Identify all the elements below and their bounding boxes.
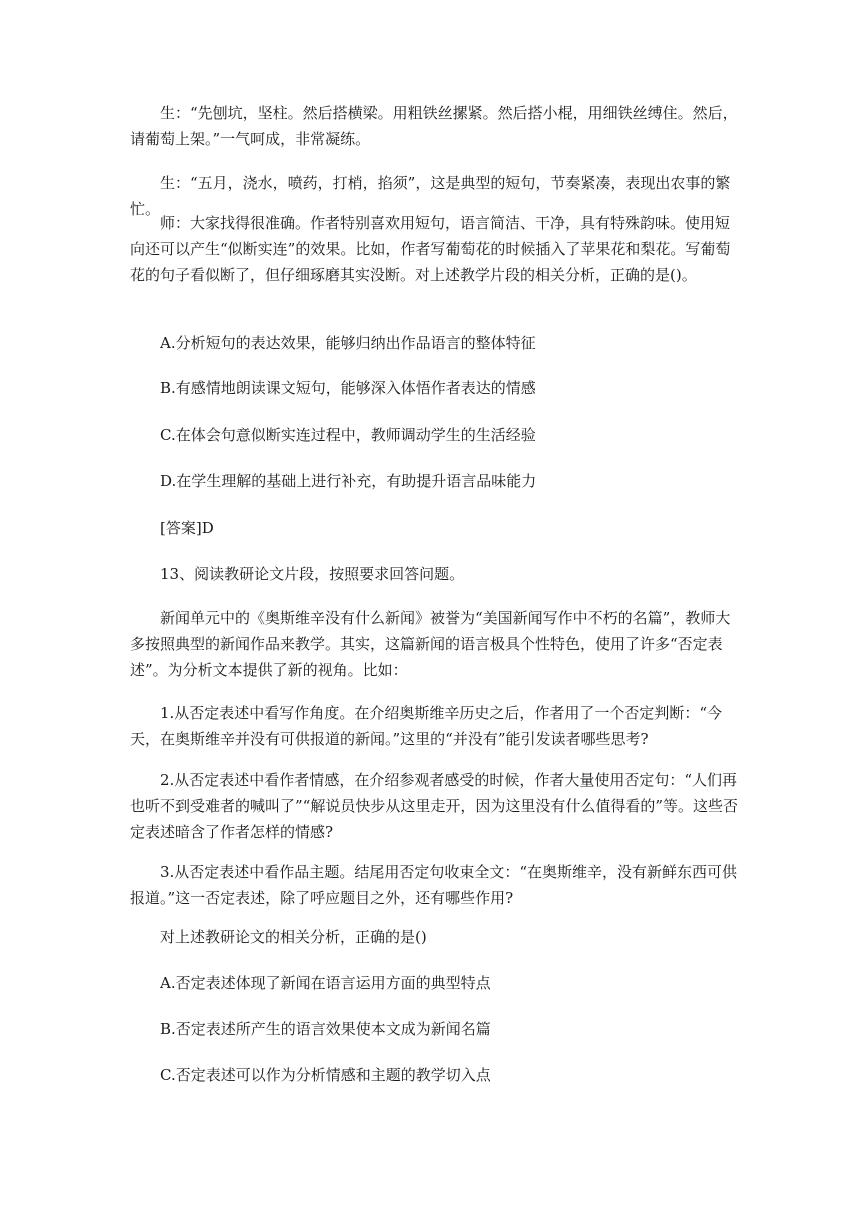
point-2: 2.从否定表述中看作者情感，在介绍参观者感受的时候，作者大量使用否定句：“人们再也听不到受难者的喊叫了”“解说员快步从这里走开，因为这里没有什么值得看的”等。这些否定表述暗含了作者怎样的情感? [130,771,739,841]
option-a-2: A.否定表述体现了新闻在语言运用方面的典型特点 [160,974,491,992]
option-d: D.在学生理解的基础上进行补充，有助提升语言品味能力 [160,472,537,490]
paragraph-student-answer-1: 生：“先刨坑，坚柱。然后搭横梁。用粗铁丝摞紧。然后搭小棍，用细铁丝缚住。然后，请葡萄上架。”一气呵成，非常凝练。 [130,104,738,148]
option-c-2: C.否定表述可以作为分析情感和主题的教学切入点 [160,1066,491,1084]
paragraph-student-answer-2: 生：“五月，浇水，喷药，打梢，掐须”，这是典型的短句，节奏紧凑，表现出农事的繁忙。 [130,174,731,218]
option-b-2: B.否定表述所产生的语言效果使本文成为新闻名篇 [160,1020,491,1038]
point-3: 3.从否定表述中看作品主题。结尾用否定句收束全文：“在奥斯维辛，没有新鲜东西可供报道。”这一否定表述，除了呼应题目之外，还有哪些作用? [130,863,737,907]
point-1: 1.从否定表述中看写作角度。在介绍奥斯维辛历史之后，作者用了一个否定判断：“今天，在奥斯维辛并没有可供报道的新闻。”这里的“并没有”能引发读者哪些思考? [130,704,722,748]
option-c: C.在体会句意似断实连过程中，教师调动学生的生活经验 [160,426,536,444]
paragraph-news-unit: 新闻单元中的《奥斯维辛没有什么新闻》被誉为“美国新闻写作中不朽的名篇”，教师大多按照典型的新闻作品来教学。其实，这篇新闻的语言极具个性特色，使用了许多“否定表述”。为分析文本提供了新的视角。比如： [130,609,731,679]
paragraph-teacher-comment: 师：大家找得很准确。作者特别喜欢用短句，语言简洁、干净，具有特殊韵味。使用短向还可以产生“似断实连”的效果。比如，作者写葡萄花的时候插入了苹果花和梨花。写葡萄花的句子看似断了，但仔细琢磨其实没断。对上述教学片段的相关分析，正确的是()。 [130,214,731,284]
answer-line: [答案]D [160,519,214,537]
question-13-heading: 13、阅读教研论文片段，按照要求回答问题。 [160,565,465,583]
option-b: B.有感情地朗读课文短句，能够深入体悟作者表达的情感 [160,379,536,397]
option-a: A.分析短句的表达效果，能够归纳出作品语言的整体特征 [160,334,536,352]
question-prompt: 对上述教研论文的相关分析，正确的是() [160,928,427,946]
